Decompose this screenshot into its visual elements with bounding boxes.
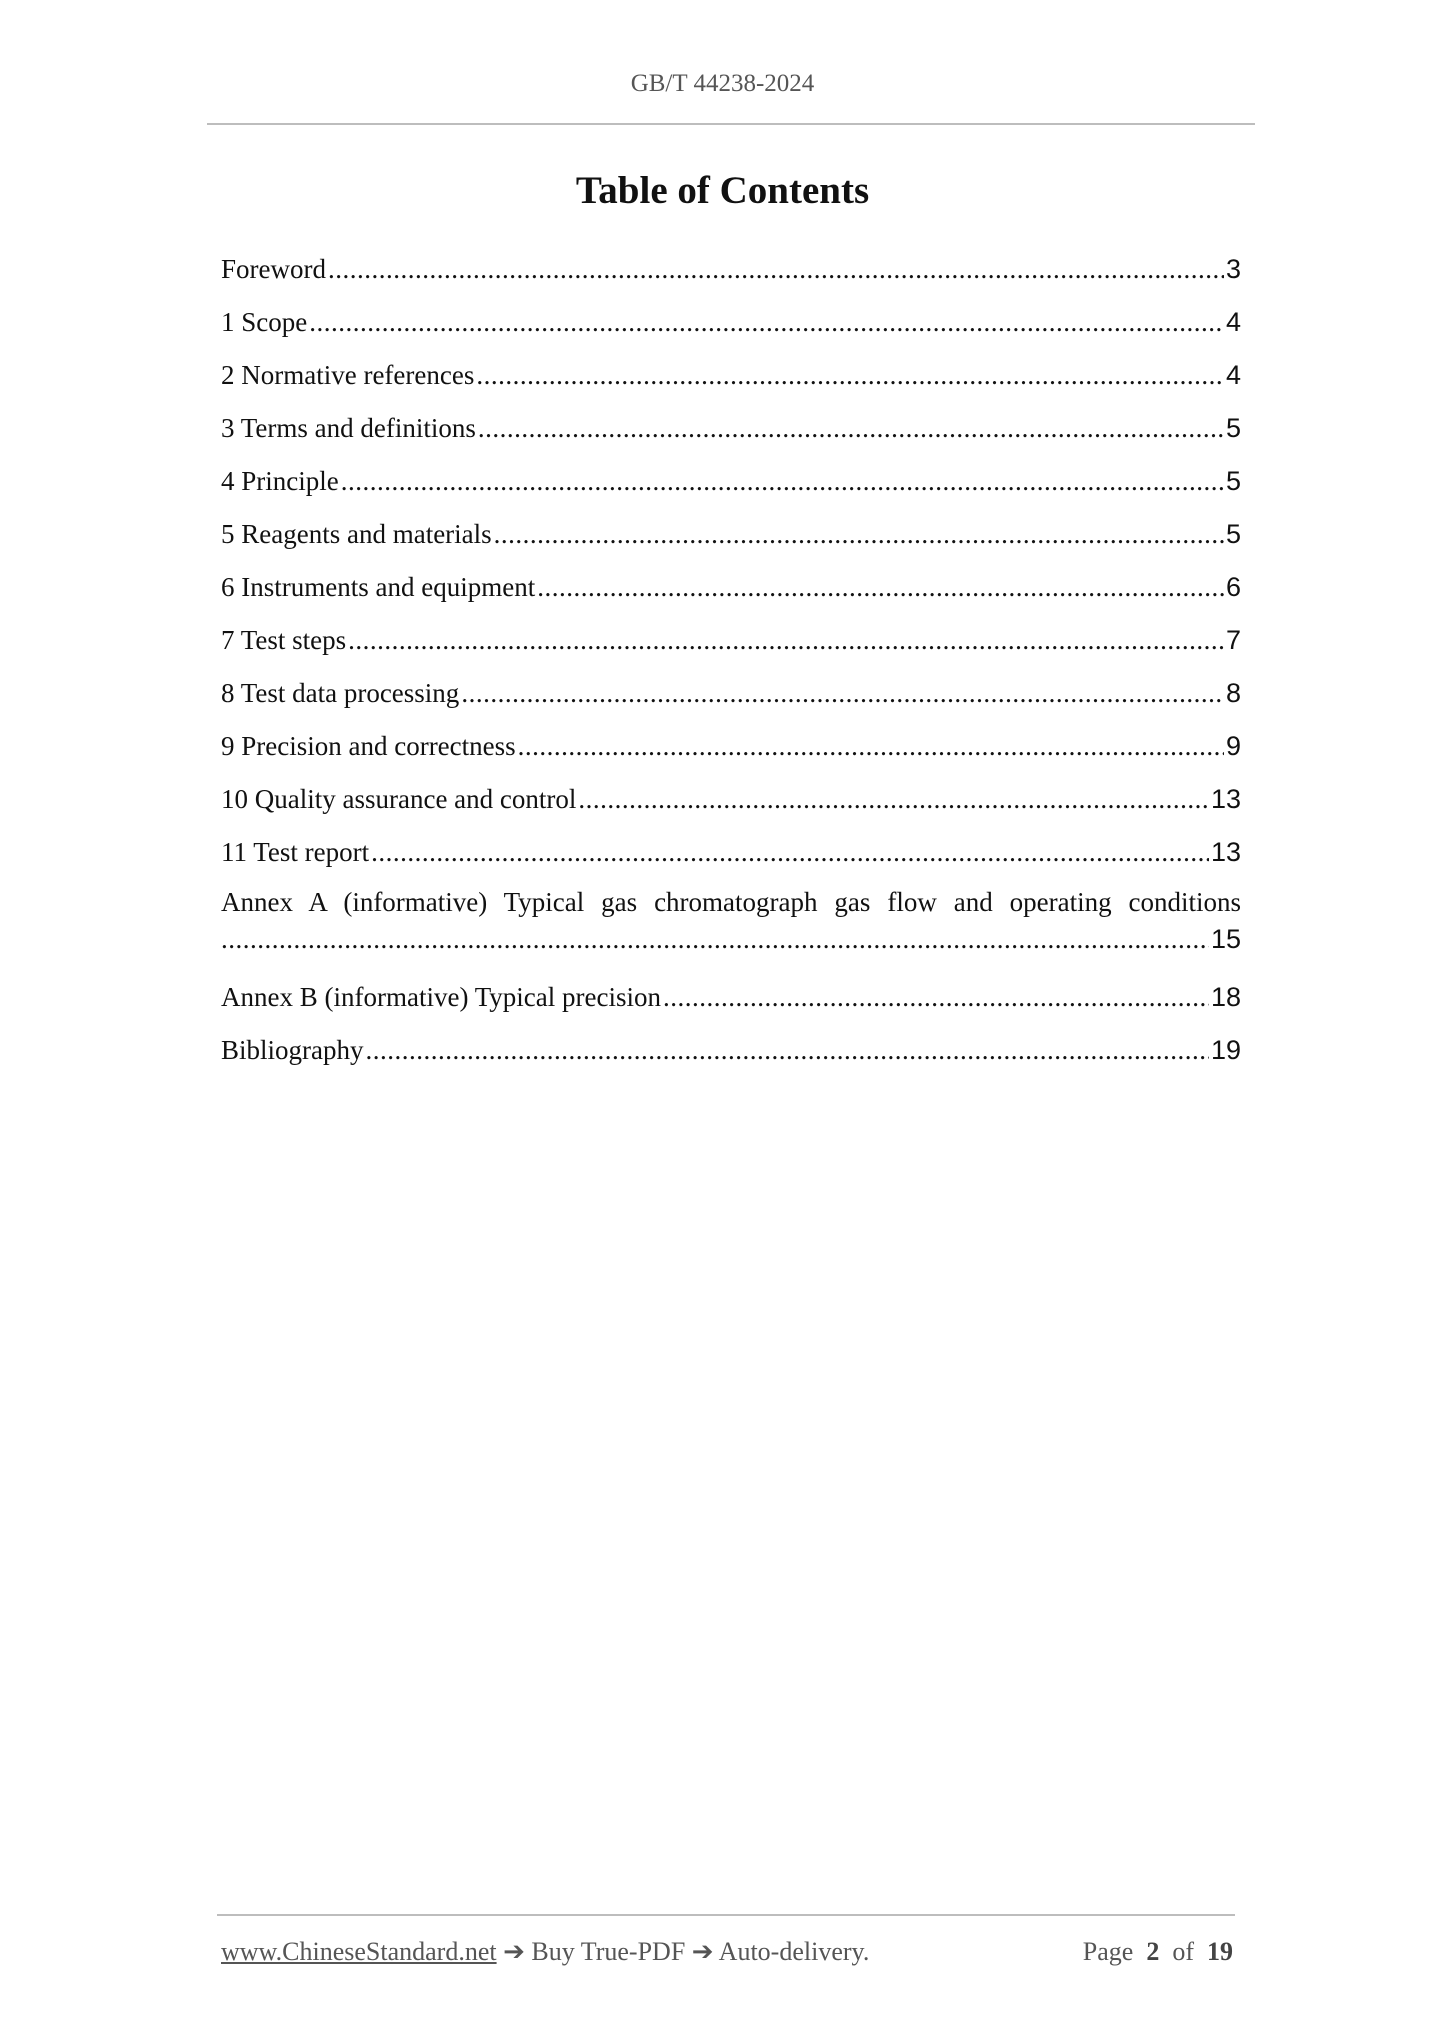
site-link[interactable]: www.ChineseStandard.net [221,1937,497,1966]
toc-entry-page: 18 [1210,982,1241,1012]
toc-entry-label: 10 Quality assurance and control [221,784,577,814]
toc-entry-label: 3 Terms and definitions [221,413,476,443]
toc-entry-label: 2 Normative references [221,360,475,390]
dot-leader [663,976,1209,1018]
page-word: Page [1082,1937,1134,1966]
toc-entry-page: 5 [1225,519,1241,549]
toc-entry-page: 4 [1225,360,1241,390]
toc-entry-page: 5 [1225,413,1241,443]
toc-entry-normative-references[interactable] [221,354,1241,407]
dot-leader [348,619,1224,661]
toc-entry-label: 8 Test data processing [221,678,460,708]
footer-divider [217,1914,1235,1916]
dot-leader [341,460,1224,502]
dot-leader [518,725,1224,767]
toc-entry-page: 13 [1210,837,1241,867]
toc-entry-continuation [221,920,1241,958]
toc-entry-page: 7 [1225,625,1241,655]
toc-entry-label: 11 Test report [221,837,370,867]
toc-entry-test-data-processing[interactable] [221,672,1241,725]
toc-entry-quality-assurance[interactable] [221,778,1241,831]
dot-leader [309,301,1224,343]
document-code: GB/T 44238-2024 [630,70,815,97]
toc-entry-scope[interactable] [221,301,1241,354]
toc-entry-label: Annex A (informative) Typical gas chromatograph gas flow and operating conditions [221,887,1241,917]
toc-entry-label: Annex B (informative) Typical precision [221,982,661,1012]
dot-leader [478,407,1224,449]
toc-entry-test-report[interactable] [221,831,1241,884]
of-word: of [1172,1937,1194,1966]
toc-entry-label: 7 Test steps [221,625,347,655]
toc-entry-foreword[interactable] [221,248,1241,301]
arrow-icon: ➔ [691,1937,714,1966]
dot-leader [476,354,1224,396]
toc-entry-terms-definitions[interactable] [221,407,1241,460]
toc-entry-principle[interactable] [221,460,1241,513]
delivery-text: Auto-delivery. [718,1937,870,1966]
current-page-number: 2 [1146,1937,1160,1966]
toc-entry-page: 9 [1225,731,1241,761]
toc-entry-label: 4 Principle [221,466,339,496]
toc-entry-page: 4 [1225,307,1241,337]
total-pages-number: 19 [1207,1937,1233,1966]
toc-entry-label: Bibliography [221,1035,364,1065]
toc-entry-instruments-equipment[interactable] [221,566,1241,619]
dot-leader [578,778,1209,820]
dot-leader [221,920,1209,958]
toc-entry-annex-b[interactable] [221,976,1241,1029]
toc-entry-page: 8 [1225,678,1241,708]
toc-entry-page: 15 [1210,924,1241,954]
dot-leader [537,566,1224,608]
arrow-icon: ➔ [503,1937,525,1966]
toc-entry-precision-correctness[interactable] [221,725,1241,778]
header-divider [207,123,1255,125]
page-indicator [1083,1937,1233,1967]
toc-entry-label: 1 Scope [221,307,308,337]
toc-entry-bibliography[interactable] [221,1029,1241,1082]
toc-entry-test-steps[interactable] [221,619,1241,672]
dot-leader [366,1029,1209,1071]
dot-leader [328,248,1224,290]
toc-entry-reagents-materials[interactable] [221,513,1241,566]
toc-entry-page: 19 [1210,1035,1241,1065]
dot-leader [461,672,1224,714]
toc-entry-page: 13 [1210,784,1241,814]
toc-entry-label: 5 Reagents and materials [221,519,492,549]
toc-title: Table of Contents [575,169,870,212]
footer-promo [221,1937,869,1967]
toc-entry-page: 3 [1225,254,1241,284]
toc-entry-page: 5 [1225,466,1241,496]
toc-list [221,248,1241,1082]
toc-entry-annex-a[interactable] [221,884,1241,976]
toc-entry-label: Foreword [221,254,326,284]
toc-entry-label: 6 Instruments and equipment [221,572,536,602]
toc-entry-page: 6 [1225,572,1241,602]
dot-leader [494,513,1224,555]
buy-text: Buy True-PDF [531,1937,686,1966]
toc-entry-label: 9 Precision and correctness [221,731,516,761]
dot-leader [371,831,1209,873]
